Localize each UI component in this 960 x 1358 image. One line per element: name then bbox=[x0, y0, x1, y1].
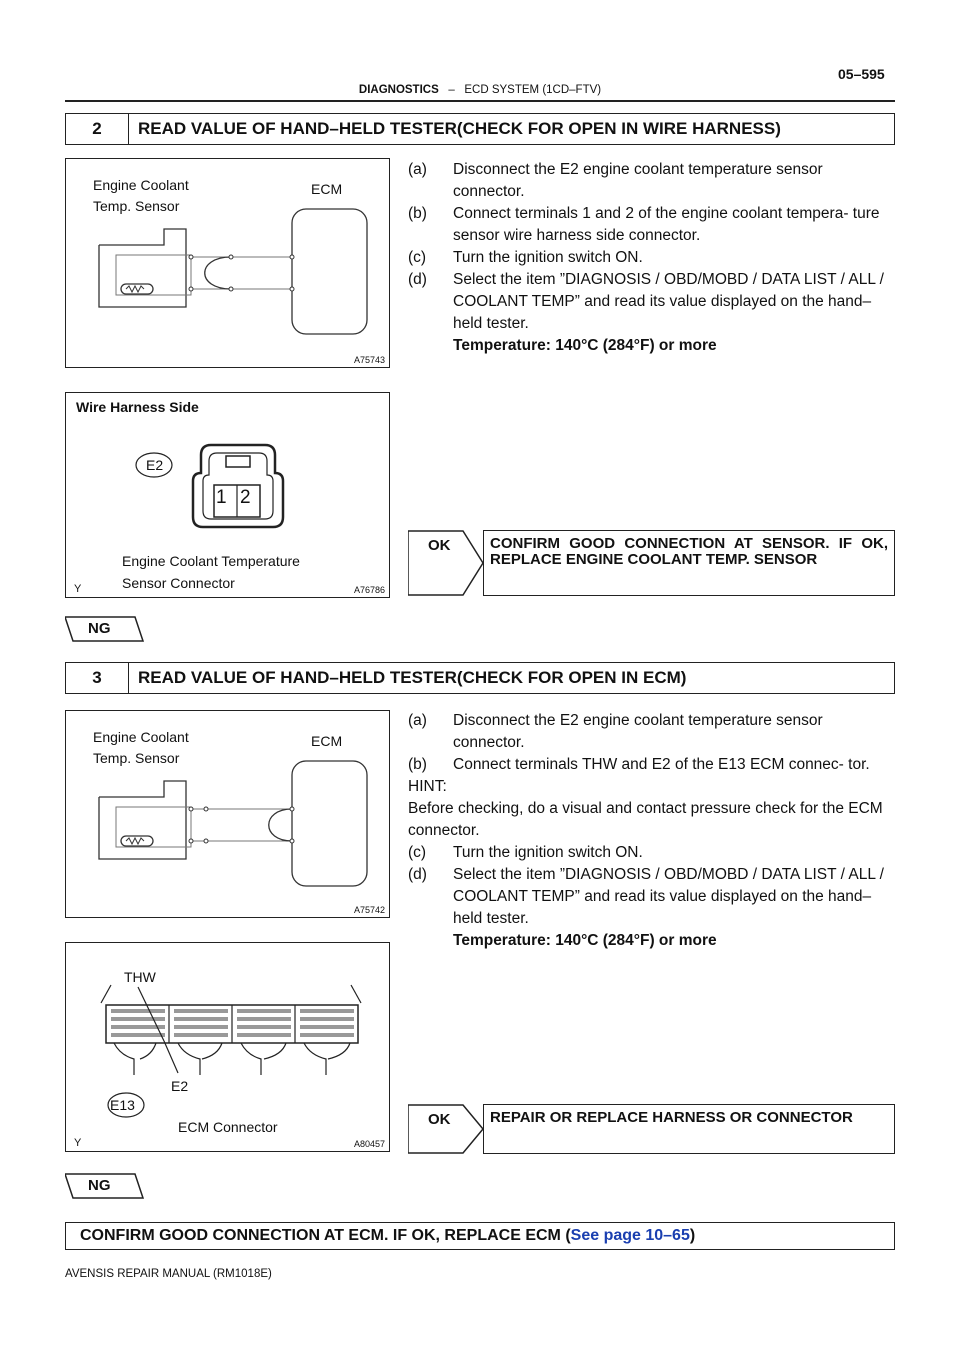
ok-label: OK bbox=[428, 537, 451, 554]
final-result-text: CONFIRM GOOD CONNECTION AT ECM. IF OK, REPLACE ECM ( bbox=[80, 1227, 571, 1244]
coolant-sensor-circuit-diagram bbox=[66, 159, 388, 366]
coolant-sensor-ecm-circuit-diagram bbox=[66, 711, 388, 916]
procedure-item: (c) Turn the ignition switch ON. bbox=[408, 249, 643, 266]
page-number: 05–595 bbox=[838, 66, 885, 82]
figure-mark: Y bbox=[74, 583, 82, 595]
e2-terminal-label: E2 bbox=[171, 1078, 189, 1094]
running-header bbox=[0, 84, 960, 96]
hint-label: HINT: bbox=[408, 778, 447, 795]
procedure-item: (d) Select the item ”DIAGNOSIS / OBD/MOBD / DATA LIST / ALL / COOLANT TEMP” and read its value displayed on the hand–held tester. bbox=[408, 271, 884, 332]
see-page-link[interactable]: See page 10–65 bbox=[570, 1227, 690, 1244]
spec-value: Temperature: 140°C (284°F) or more bbox=[453, 337, 717, 354]
step-2-procedure bbox=[408, 159, 895, 357]
hint-text: Before checking, do a visual and contact pressure check for the ECM connector. bbox=[408, 800, 883, 839]
sensor-label-line2: Temp. Sensor bbox=[93, 750, 180, 766]
header-subsection: ECD SYSTEM (1CD–FTV) bbox=[464, 84, 602, 96]
ecm-label: ECM bbox=[311, 181, 343, 197]
spec-value: Temperature: 140°C (284°F) or more bbox=[453, 932, 717, 949]
figure-code: A75743 bbox=[353, 355, 385, 365]
ng-label: NG bbox=[88, 1177, 111, 1194]
header-section: DIAGNOSTICS bbox=[358, 84, 439, 96]
terminal-e2-label: E2 bbox=[146, 457, 164, 473]
sensor-label-line1: Engine Coolant bbox=[93, 177, 189, 193]
step-2-bar bbox=[65, 113, 895, 145]
sensor-label-line2: Temp. Sensor bbox=[93, 198, 180, 214]
ok-result-box: REPAIR OR REPLACE HARNESS OR CONNECTOR bbox=[483, 1104, 895, 1154]
pin-1-label: 1 bbox=[216, 487, 227, 508]
step-2-connector-figure bbox=[65, 392, 390, 598]
sensor-label-line1: Engine Coolant bbox=[93, 729, 189, 745]
header-rule bbox=[65, 100, 895, 102]
ecm-connector-caption: ECM Connector bbox=[178, 1119, 278, 1135]
figure-mark: Y bbox=[74, 1137, 82, 1149]
ecm-label: ECM bbox=[311, 733, 343, 749]
e13-connector-label: E13 bbox=[110, 1097, 135, 1113]
connector-caption-line2: Sensor Connector bbox=[122, 575, 235, 591]
figure-code: A75742 bbox=[353, 905, 385, 915]
step-3-procedure bbox=[408, 710, 895, 952]
header-separator: – bbox=[448, 84, 455, 96]
procedure-item: (a) Disconnect the E2 engine coolant temperature sensor connector. bbox=[408, 712, 823, 751]
figure-code: A80457 bbox=[353, 1139, 385, 1149]
ng-label: NG bbox=[88, 620, 111, 637]
connector-caption-line1: Engine Coolant Temperature bbox=[122, 553, 300, 569]
ok-label: OK bbox=[428, 1111, 451, 1128]
step-2-circuit-figure bbox=[65, 158, 390, 368]
procedure-item: (d) Select the item ”DIAGNOSIS / OBD/MOBD / DATA LIST / ALL / COOLANT TEMP” and read its value displayed on the hand–held tester. bbox=[408, 866, 884, 927]
step-2-title: READ VALUE OF HAND–HELD TESTER(CHECK FOR OPEN IN WIRE HARNESS) bbox=[138, 119, 781, 138]
step-3-number: 3 bbox=[66, 663, 129, 693]
manual-footer: AVENSIS REPAIR MANUAL (RM1018E) bbox=[65, 1268, 272, 1280]
step-3-title: READ VALUE OF HAND–HELD TESTER(CHECK FOR OPEN IN ECM) bbox=[138, 668, 687, 687]
step-3-bar bbox=[65, 662, 895, 694]
ok-result-box: CONFIRM GOOD CONNECTION AT SENSOR. IF OK, REPLACE ENGINE COOLANT TEMP. SENSOR bbox=[483, 530, 895, 596]
step-3-ecm-connector-figure bbox=[65, 942, 390, 1152]
wire-harness-side-label: Wire Harness Side bbox=[76, 399, 199, 415]
thw-terminal-label: THW bbox=[124, 969, 156, 985]
procedure-item: (b) Connect terminals 1 and 2 of the engine coolant tempera- ture sensor wire harness side connector. bbox=[408, 205, 880, 244]
pin-2-label: 2 bbox=[240, 487, 251, 508]
procedure-item: (a) Disconnect the E2 engine coolant temperature sensor connector. bbox=[408, 161, 823, 200]
procedure-item: (c) Turn the ignition switch ON. bbox=[408, 844, 643, 861]
step-2-number: 2 bbox=[66, 114, 129, 144]
final-result-bar bbox=[65, 1222, 895, 1250]
procedure-item: (b) Connect terminals THW and E2 of the E13 ECM connec- tor. bbox=[408, 756, 870, 773]
figure-code: A76786 bbox=[353, 585, 385, 595]
final-result-close: ) bbox=[689, 1227, 696, 1244]
step-3-circuit-figure bbox=[65, 710, 390, 918]
